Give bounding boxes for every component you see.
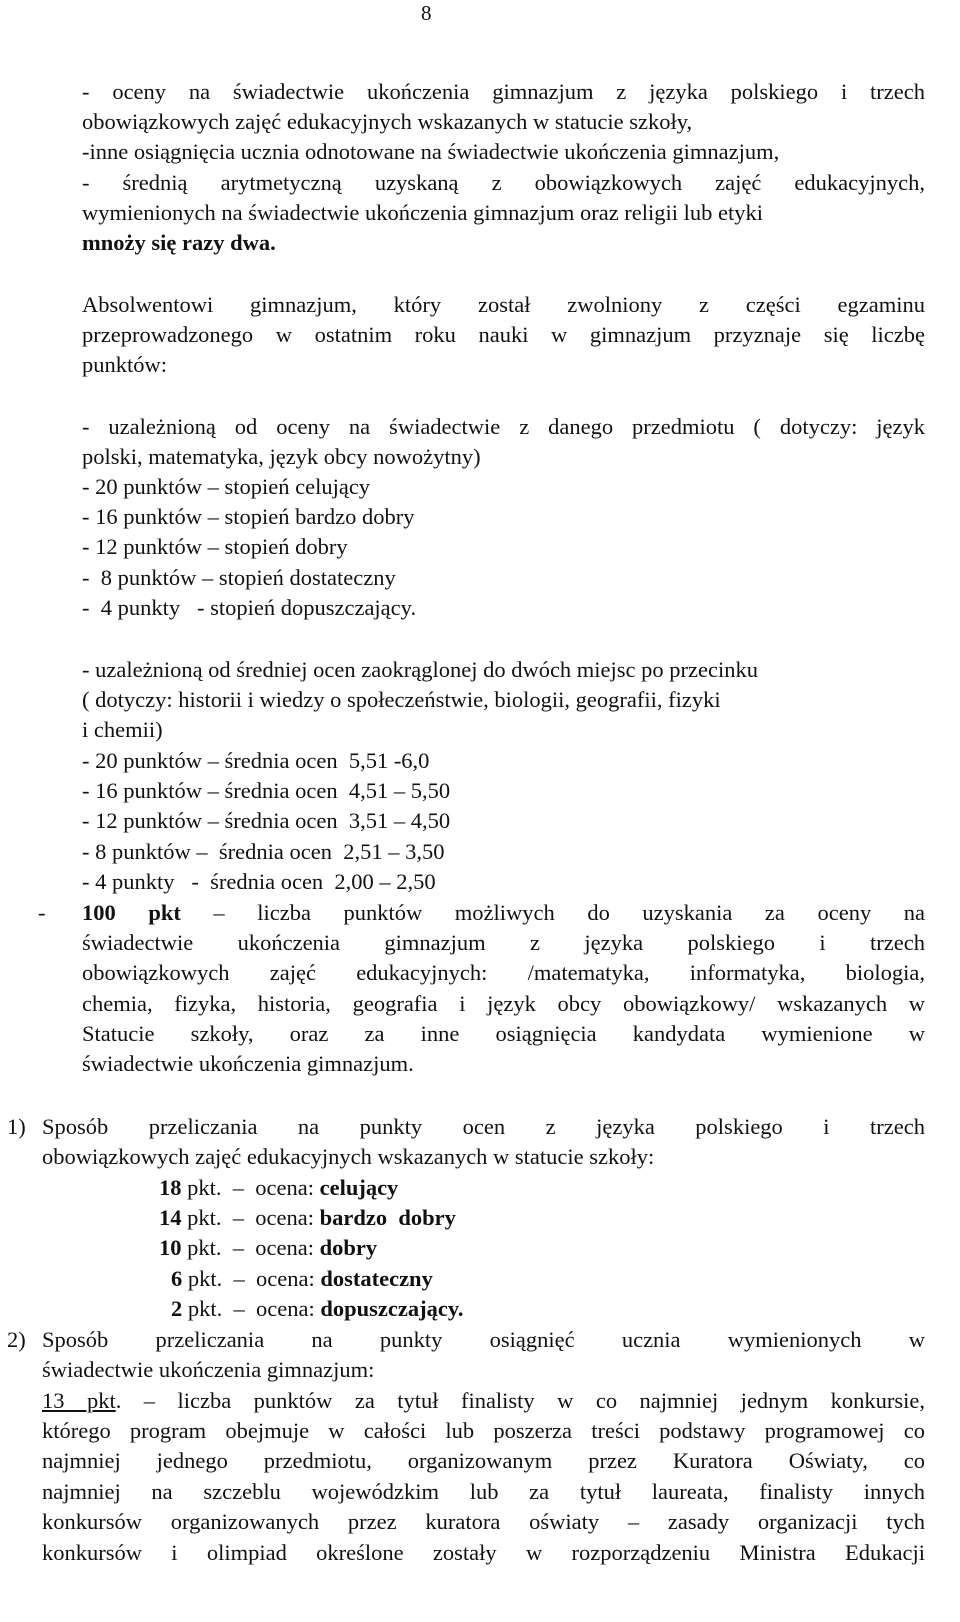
- text-line: najmniej na szczeblu wojewódzkim lub za tytuł laureata, finalisty innych: [42, 1479, 925, 1504]
- item-number: 2): [7, 1327, 26, 1352]
- text-line: - oceny na świadectwie ukończenia gimnazjum z języka polskiego i trzech: [82, 79, 925, 104]
- text-line: 13 pkt. – liczba punktów za tytuł finalisty w co najmniej jednym konkursie,: [42, 1388, 925, 1413]
- grade-row: 14 pkt. – ocena: bardzo dobry: [159, 1205, 456, 1230]
- grade-row: 10 pkt. – ocena: dobry: [159, 1235, 378, 1260]
- list-item: - 20 punktów – stopień celujący: [82, 474, 371, 499]
- text-line: - średnią arytmetyczną uzyskaną z obowiązkowych zajęć edukacyjnych,: [82, 170, 925, 195]
- text-line: obowiązkowych zajęć edukacyjnych: /matematyka, informatyka, biologia,: [82, 960, 925, 985]
- text-line: punktów:: [82, 352, 168, 377]
- text-line: świadectwie ukończenia gimnazjum:: [42, 1357, 375, 1382]
- text-line: konkursów i olimpiad określone zostały w rozporządzeniu Ministra Edukacji: [42, 1540, 925, 1565]
- grade-row: 6 pkt. – ocena: dostateczny: [171, 1266, 433, 1291]
- list-item: - 12 punktów – średnia ocen 3,51 – 4,50: [82, 808, 451, 833]
- text-line: świadectwie ukończenia gimnazjum z języka polskiego i trzech: [82, 930, 925, 955]
- text-line: - uzależnioną od oceny na świadectwie z danego przedmiotu ( dotyczy: język: [82, 414, 925, 439]
- grade-row: 2 pkt. – ocena: dopuszczający.: [171, 1296, 464, 1321]
- text-line: Sposób przeliczania na punkty osiągnięć ucznia wymienionych w: [42, 1327, 925, 1352]
- text-line: 100 pkt – liczba punktów możliwych do uzyskania za oceny na: [82, 900, 925, 925]
- text-line: wymienionych na świadectwie ukończenia gimnazjum oraz religii lub etyki: [82, 200, 764, 225]
- list-item: - 8 punktów – stopień dostateczny: [82, 565, 396, 590]
- text-line: przeprowadzonego w ostatnim roku nauki w gimnazjum przyznaje się liczbę: [82, 322, 925, 347]
- grade-row: 18 pkt. – ocena: celujący: [159, 1175, 399, 1200]
- page-number: 8: [421, 1, 432, 25]
- list-item: - 4 punkty - stopień dopuszczający.: [82, 595, 417, 620]
- list-item: - 16 punktów – średnia ocen 4,51 – 5,50: [82, 778, 451, 803]
- text-line: i chemii): [82, 717, 163, 742]
- text-line: obowiązkowych zajęć edukacyjnych wskazanych w statucie szkoły,: [82, 109, 693, 134]
- list-item: - 20 punktów – średnia ocen 5,51 -6,0: [82, 748, 430, 773]
- item-number: 1): [7, 1114, 26, 1139]
- text-line: polski, matematyka, język obcy nowożytny): [82, 444, 481, 469]
- list-item: - 8 punktów – średnia ocen 2,51 – 3,50: [82, 839, 445, 864]
- text-line: świadectwie ukończenia gimnazjum.: [82, 1051, 414, 1076]
- text-line: którego program obejmuje w całości lub poszerza treści podstawy programowej co: [42, 1418, 925, 1443]
- text-line: Sposób przeliczania na punkty ocen z języka polskiego i trzech: [42, 1114, 925, 1139]
- text-line: chemia, fizyka, historia, geografia i język obcy obowiązkowy/ wskazanych w: [82, 991, 925, 1016]
- bold-note: mnoży się razy dwa.: [82, 230, 276, 255]
- text-line: Statucie szkoły, oraz za inne osiągnięcia kandydata wymienione w: [82, 1021, 925, 1046]
- text-line: -inne osiągnięcia ucznia odnotowane na świadectwie ukończenia gimnazjum,: [82, 139, 780, 164]
- list-item: - 12 punktów – stopień dobry: [82, 534, 348, 559]
- text-line: obowiązkowych zajęć edukacyjnych wskazanych w statucie szkoły:: [42, 1144, 655, 1169]
- text-line: Absolwentowi gimnazjum, który został zwolniony z części egzaminu: [82, 292, 925, 317]
- text-line: najmniej jednego przedmiotu, organizowanym przez Kuratora Oświaty, co: [42, 1448, 925, 1473]
- text-line: - uzależnioną od średniej ocen zaokrąglonej do dwóch miejsc po przecinku: [82, 657, 758, 682]
- dash-marker: -: [38, 900, 46, 925]
- list-item: - 4 punkty - średnia ocen 2,00 – 2,50: [82, 869, 436, 894]
- text-line: ( dotyczy: historii i wiedzy o społeczeństwie, biologii, geografii, fizyki: [82, 687, 721, 712]
- list-item: - 16 punktów – stopień bardzo dobry: [82, 504, 415, 529]
- text-line: konkursów organizowanych przez kuratora oświaty – zasady organizacji tych: [42, 1509, 925, 1534]
